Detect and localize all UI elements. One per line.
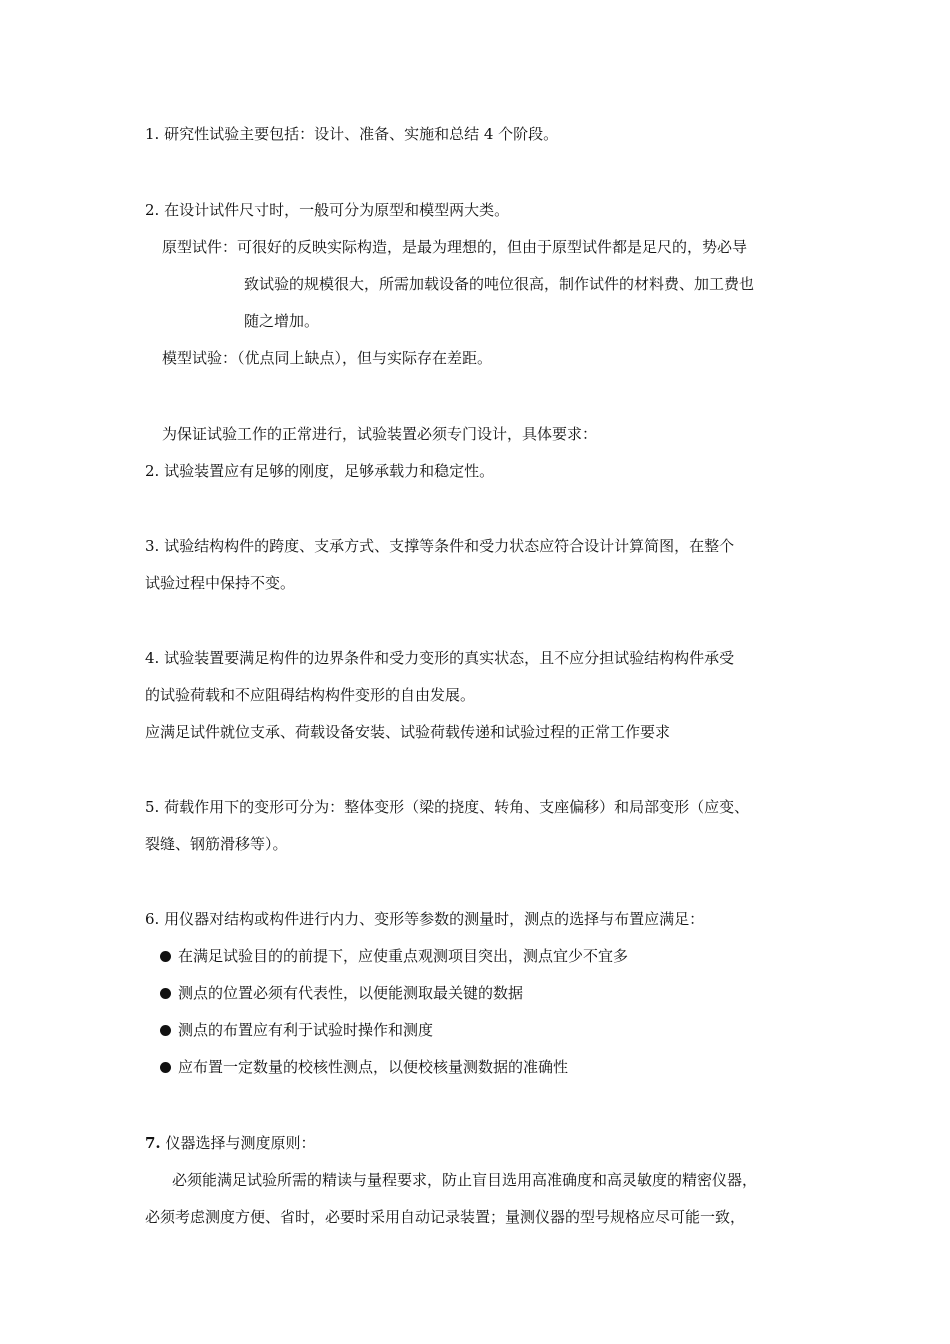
bullet-text: 测点的布置应有利于试验时操作和测度 xyxy=(178,1021,434,1039)
item-7-line-1: 必须能满足试验所需的精读与量程要求，防止盲目选用高准确度和高灵敏度的精密仪器， xyxy=(172,1171,758,1189)
requirement-3-line-2: 试验过程中保持不变。 xyxy=(145,574,296,592)
prototype-line-1: 原型试件：可很好的反映实际构造，是最为理想的，但由于原型试件都是足尺的，势必导 xyxy=(162,238,748,256)
bullet-icon xyxy=(160,951,171,962)
list-item xyxy=(160,1021,433,1039)
model-line: 模型试验：（优点同上缺点），但与实际存在差距。 xyxy=(162,349,493,367)
requirement-3-line-1: 3. 试验结构构件的跨度、支承方式、支撑等条件和受力状态应符合设计计算简图，在整个 xyxy=(145,537,735,555)
bullet-text: 应布置一定数量的校核性测点，以便校核量测数据的准确性 xyxy=(178,1058,569,1076)
item-7-title: 仪器选择与测度原则： xyxy=(165,1134,316,1152)
item-7-line-2: 必须考虑测度方便、省时，必要时采用自动记录装置；量测仪器的型号规格应尽可能一致， xyxy=(145,1208,746,1226)
item-7-number: 7. xyxy=(145,1134,161,1152)
prototype-line-2: 致试验的规模很大，所需加载设备的吨位很高，制作试件的材料费、加工费也 xyxy=(244,275,755,293)
item-6: 6. 用仪器对结构或构件进行内力、变形等参数的测量时，测点的选择与布置应满足： xyxy=(145,910,705,928)
bullet-icon xyxy=(160,1062,171,1073)
prototype-line-3: 随之增加。 xyxy=(244,312,320,330)
bullet-icon xyxy=(160,988,171,999)
requirement-4-line-3: 应满足试件就位支承、荷载设备安装、试验荷载传递和试验过程的正常工作要求 xyxy=(145,723,671,741)
requirement-4-line-1: 4. 试验装置要满足构件的边界条件和受力变形的真实状态，且不应分担试验结构构件承受 xyxy=(145,649,735,667)
list-item xyxy=(160,947,628,965)
list-item xyxy=(160,984,523,1002)
item-2: 2. 在设计试件尺寸时，一般可分为原型和模型两大类。 xyxy=(145,201,510,219)
requirement-2: 2. 试验装置应有足够的刚度，足够承载力和稳定性。 xyxy=(145,462,495,480)
item-1: 1. 研究性试验主要包括：设计、准备、实施和总结 4 个阶段。 xyxy=(145,125,559,143)
bullet-text: 测点的位置必须有代表性，以便能测取最关键的数据 xyxy=(178,984,524,1002)
requirement-4-line-2: 的试验荷载和不应阻碍结构构件变形的自由发展。 xyxy=(145,686,476,704)
item-5-line-2: 裂缝、钢筋滑移等）。 xyxy=(145,835,288,853)
item-5-line-1: 5. 荷载作用下的变形可分为：整体变形（梁的挠度、转角、支座偏移）和局部变形（应变、 xyxy=(145,798,750,816)
bullet-text: 在满足试验目的的前提下，应使重点观测项目突出，测点宜少不宜多 xyxy=(178,947,629,965)
list-item xyxy=(160,1058,568,1076)
item-7-heading xyxy=(145,1134,815,1152)
requirement-intro: 为保证试验工作的正常进行，试验装置必须专门设计，具体要求： xyxy=(162,425,598,443)
bullet-icon xyxy=(160,1025,171,1036)
